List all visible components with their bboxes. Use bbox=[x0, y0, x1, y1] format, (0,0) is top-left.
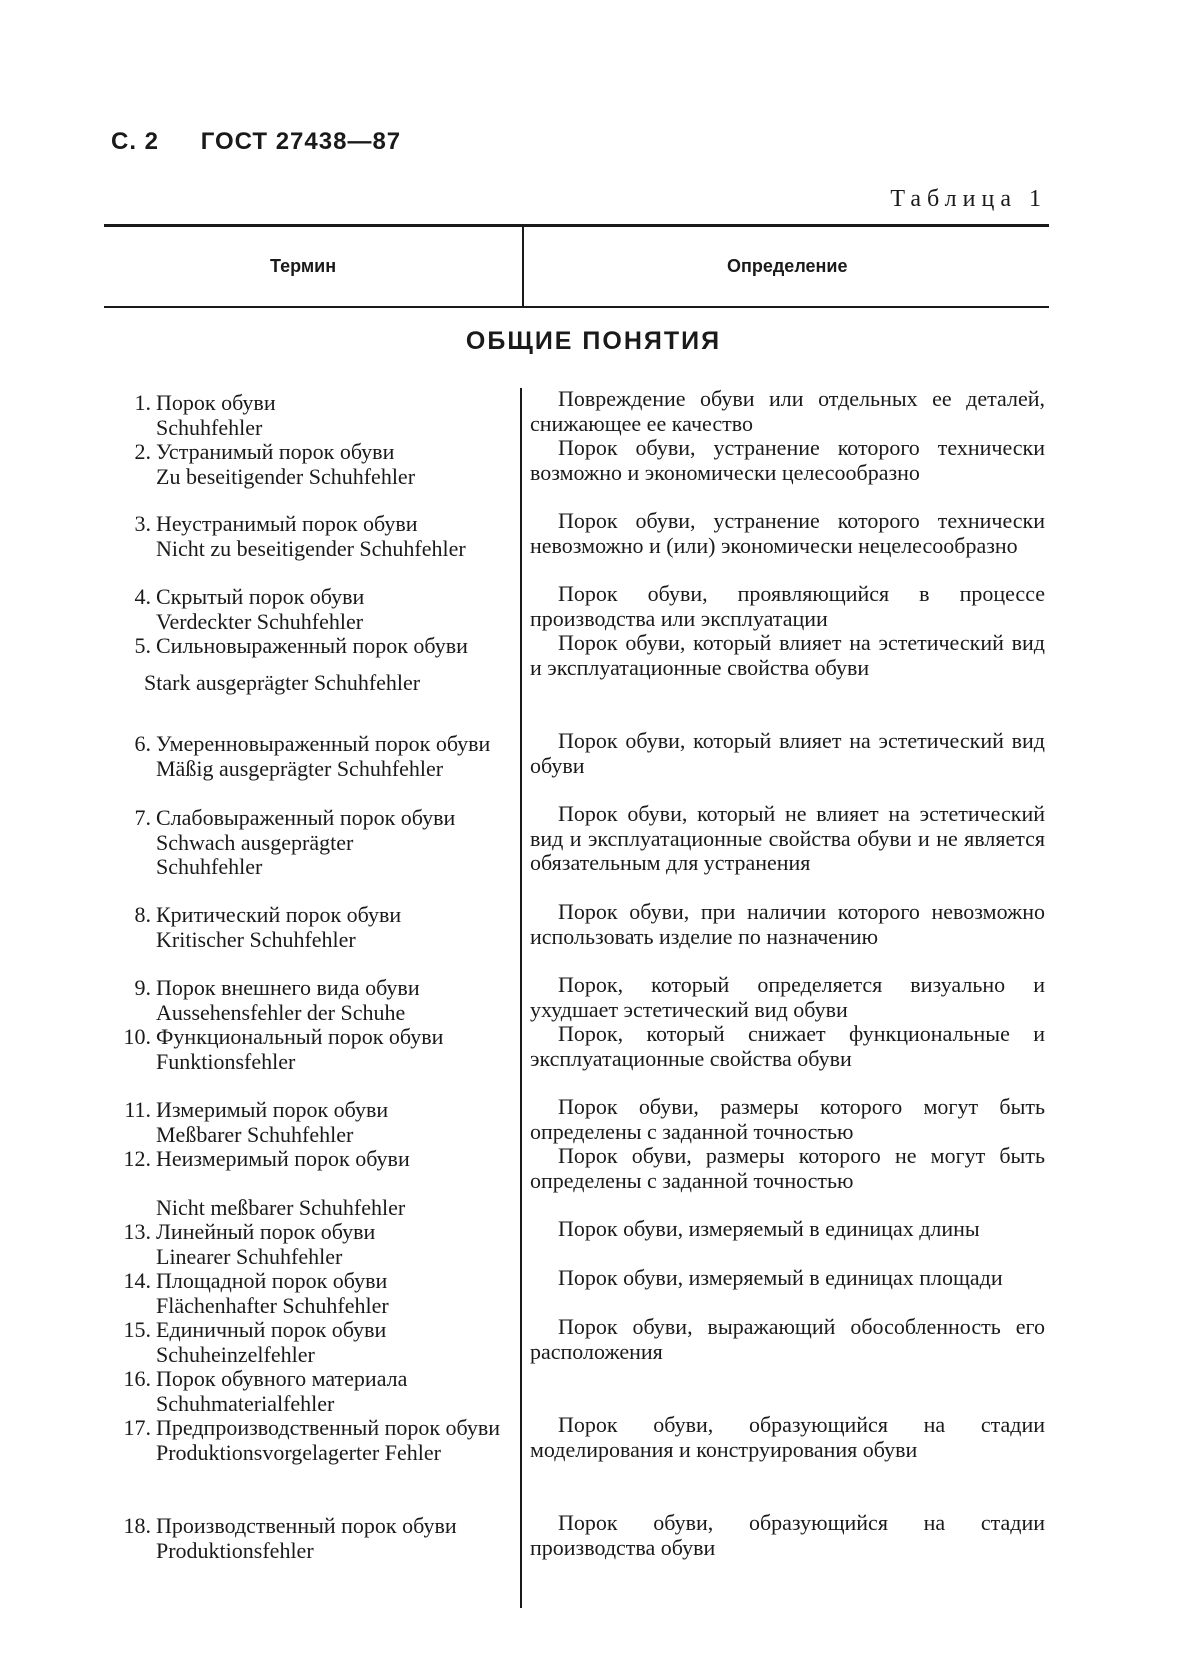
term-de: Produktionsfehler bbox=[156, 1537, 314, 1563]
definition-12: Порок обуви, размеры которого не могут быть определены с заданной точностью bbox=[530, 1143, 1045, 1193]
term-3: 3. Неустранимый порок обуви Nicht zu beseitigender Schuhfehler bbox=[96, 512, 508, 561]
term-14: 14. Площадной порок обуви Flächenhafter Schuhfehler bbox=[96, 1269, 508, 1318]
term-ru: Измеримый порок обуви bbox=[156, 1097, 389, 1122]
term-de: Stark ausgeprägter Schuhfehler bbox=[144, 669, 421, 695]
term-de: Schuhfehler bbox=[156, 414, 263, 440]
term-ru: Порок обуви bbox=[156, 390, 276, 415]
term-de: Linearer Schuhfehler bbox=[156, 1243, 343, 1269]
term-de: Schuheinzelfehler bbox=[156, 1341, 315, 1367]
column-header-definition: Определение bbox=[727, 256, 848, 276]
definition-9: Порок, который определяется визуально и ухудшает эстетический вид обуви bbox=[530, 972, 1045, 1022]
term-de: Zu beseitigender Schuhfehler bbox=[156, 463, 416, 489]
term-de: Produktionsvorgelagerter Fehler bbox=[156, 1439, 441, 1465]
term-ru: Линейный порок обуви bbox=[156, 1219, 376, 1244]
term-5: 5. Сильновыраженный порок обуви Stark ausgeprägter Schuhfehler bbox=[96, 634, 508, 695]
definition-5: Порок обуви, который влияет на эстетический вид и эксплуатационные свойства обуви bbox=[530, 630, 1045, 680]
term-15: 15. Единичный порок обуви Schuheinzelfehler bbox=[96, 1318, 508, 1367]
term-ru: Неизмеримый порок обуви bbox=[156, 1146, 410, 1171]
term-ru: Умеренновыраженный порок обуви bbox=[156, 731, 491, 756]
term-de: Aussehensfehler der Schuhe bbox=[156, 999, 406, 1025]
term-ru: Порок обувного материала bbox=[156, 1366, 408, 1391]
page-number: С. 2 bbox=[111, 128, 160, 155]
table-top-rule bbox=[104, 224, 1049, 227]
term-2: 2. Устранимый порок обуви Zu beseitigender Schuhfehler bbox=[96, 440, 508, 489]
term-de: Funktionsfehler bbox=[156, 1048, 296, 1074]
table-header-rule bbox=[104, 306, 1049, 308]
term-12: 12. Неизмеримый порок обуви Nicht meßbarer Schuhfehler bbox=[96, 1147, 508, 1220]
term-ru: Устранимый порок обуви bbox=[156, 439, 395, 464]
term-ru: Сильновыраженный порок обуви bbox=[156, 633, 468, 658]
term-4: 4. Скрытый порок обуви Verdeckter Schuhfehler bbox=[96, 585, 508, 634]
definition-14: Порок обуви, измеряемый в единицах площади bbox=[558, 1265, 1003, 1290]
definition-17: Порок обуви, образующийся на стадии моделирования и конструирования обуви bbox=[530, 1412, 1045, 1462]
definition-15: Порок обуви, выражающий обособленность его расположения bbox=[530, 1314, 1045, 1364]
definition-8: Порок обуви, при наличии которого невозможно использовать изделие по назначению bbox=[530, 899, 1045, 949]
term-ru: Скрытый порок обуви bbox=[156, 584, 365, 609]
term-10: 10. Функциональный порок обуви Funktionsfehler bbox=[96, 1025, 508, 1074]
term-ru: Слабовыраженный порок обуви bbox=[156, 805, 456, 830]
definition-4: Порок обуви, проявляющийся в процессе производства или эксплуатации bbox=[530, 581, 1045, 631]
term-6: 6. Умеренновыраженный порок обуви Mäßig ausgeprägter Schuhfehler bbox=[96, 732, 508, 781]
term-16: 16. Порок обувного материала Schuhmaterialfehler bbox=[96, 1367, 508, 1416]
term-9: 9. Порок внешнего вида обуви Aussehensfehler der Schuhe bbox=[96, 976, 508, 1025]
term-18: 18. Производственный порок обуви Produktionsfehler bbox=[96, 1514, 508, 1563]
definition-1: Повреждение обуви или отдельных ее деталей, снижающее ее качество bbox=[530, 386, 1045, 436]
term-8: 8. Критический порок обуви Kritischer Schuhfehler bbox=[96, 903, 508, 952]
term-ru: Функциональный порок обуви bbox=[156, 1024, 444, 1049]
page-header bbox=[111, 128, 401, 156]
definition-10: Порок, который снижает функциональные и эксплуатационные свойства обуви bbox=[530, 1021, 1045, 1071]
definition-2: Порок обуви, устранение которого технически возможно и экономически целесообразно bbox=[530, 435, 1045, 485]
term-de: Schwach ausgeprägter Schuhfehler bbox=[156, 829, 354, 879]
term-de: Nicht zu beseitigender Schuhfehler bbox=[156, 535, 466, 561]
definition-7: Порок обуви, который не влияет на эстетический вид и эксплуатационные свойства обуви и не является обязательным для устранения bbox=[530, 801, 1045, 875]
definition-3: Порок обуви, устранение которого технически невозможно и (или) экономически нецелесообразно bbox=[530, 508, 1045, 558]
definition-6: Порок обуви, который влияет на эстетический вид обуви bbox=[530, 728, 1045, 778]
term-de: Meßbarer Schuhfehler bbox=[156, 1121, 354, 1147]
term-de: Mäßig ausgeprägter Schuhfehler bbox=[156, 755, 444, 781]
term-13: 13. Линейный порок обуви Linearer Schuhfehler bbox=[96, 1220, 508, 1269]
term-ru: Предпроизводственный порок обуви bbox=[156, 1415, 501, 1440]
definition-18: Порок обуви, образующийся на стадии производства обуви bbox=[530, 1510, 1045, 1560]
term-ru: Площадной порок обуви bbox=[156, 1268, 388, 1293]
definition-11: Порок обуви, размеры которого могут быть определены с заданной точностью bbox=[530, 1094, 1045, 1144]
term-7: 7. Слабовыраженный порок обуви Schwach ausgeprägter Schuhfehler bbox=[96, 806, 508, 880]
term-ru: Единичный порок обуви bbox=[156, 1317, 387, 1342]
term-ru: Производственный порок обуви bbox=[156, 1513, 457, 1538]
term-de: Nicht meßbarer Schuhfehler bbox=[156, 1194, 406, 1220]
table-label: Таблица 1 bbox=[890, 186, 1047, 212]
term-de: Flächenhafter Schuhfehler bbox=[156, 1292, 389, 1318]
term-de: Verdeckter Schuhfehler bbox=[156, 608, 364, 634]
section-title: ОБЩИЕ ПОНЯТИЯ bbox=[465, 327, 722, 355]
term-ru: Неустранимый порок обуви bbox=[156, 511, 418, 536]
term-1: 1. Порок обуви Schuhfehler bbox=[96, 391, 508, 440]
term-de: Kritischer Schuhfehler bbox=[156, 926, 356, 952]
term-17: 17. Предпроизводственный порок обуви Produktionsvorgelagerter Fehler bbox=[96, 1416, 508, 1465]
term-de: Schuhmaterialfehler bbox=[156, 1390, 335, 1416]
definition-13: Порок обуви, измеряемый в единицах длины bbox=[558, 1216, 980, 1241]
term-ru: Критический порок обуви bbox=[156, 902, 402, 927]
term-ru: Порок внешнего вида обуви bbox=[156, 975, 420, 1000]
standard-number: ГОСТ 27438—87 bbox=[200, 128, 402, 155]
column-header-term: Термин bbox=[270, 256, 337, 276]
term-11: 11. Измеримый порок обуви Meßbarer Schuhfehler bbox=[96, 1098, 508, 1147]
